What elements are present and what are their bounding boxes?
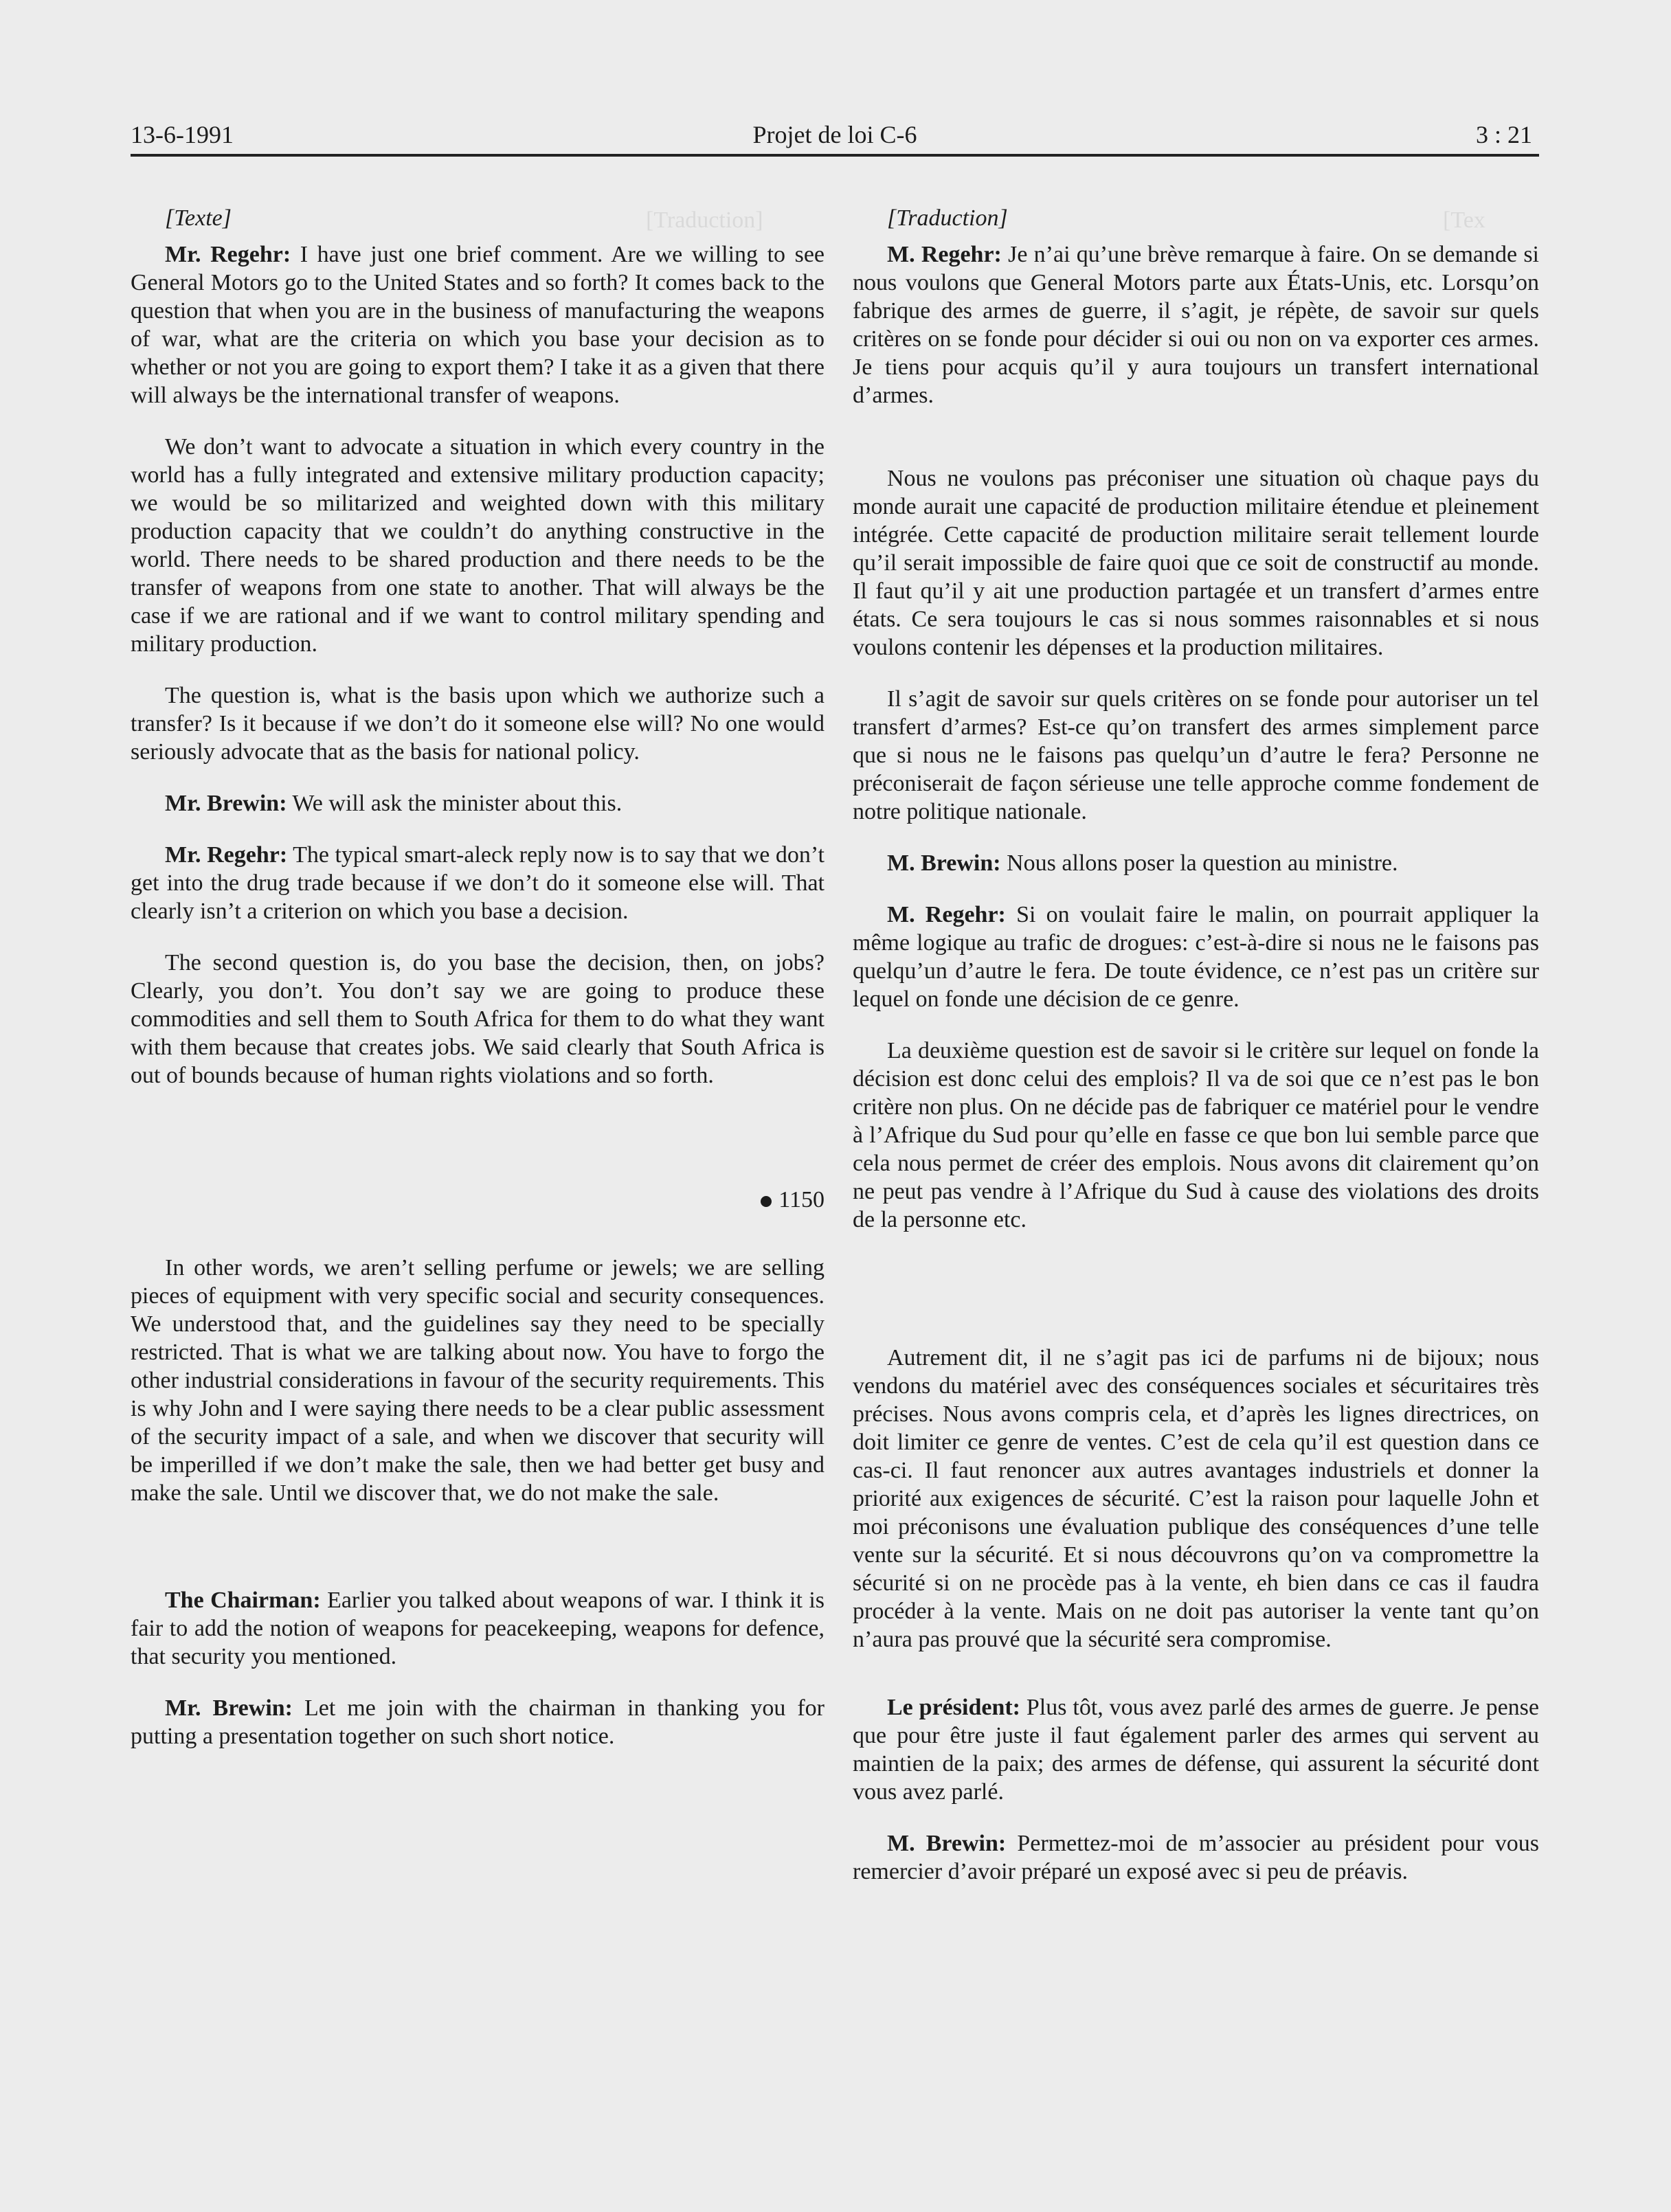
paragraph	[131, 681, 825, 766]
speaker: M. Brewin:	[887, 850, 1001, 876]
paragraph	[853, 901, 1539, 1013]
bullet-dot-icon	[761, 1196, 772, 1207]
paragraph	[853, 685, 1539, 826]
paragraph-text: Nous allons poser la question au ministre.	[1000, 850, 1398, 876]
paragraph	[131, 789, 825, 817]
time-marker	[131, 1186, 825, 1214]
bleed-through-right: [Tex	[1443, 207, 1485, 233]
bleed-through-left: [Traduction]	[646, 207, 763, 233]
paragraph-text: The question is, what is the basis upon which we authorize such a transfer? Is it because if we don’t do it someone else will? No one would seriously advocate that as the basis for national policy.	[131, 683, 825, 765]
paragraph-text: We will ask the minister about this.	[287, 791, 623, 816]
french-column	[853, 204, 1539, 1886]
paragraph	[853, 464, 1539, 662]
time-marker-text: 1150	[778, 1187, 825, 1212]
paragraph	[131, 240, 825, 409]
header-title: Projet de loi C-6	[752, 121, 917, 148]
speaker: M. Regehr:	[887, 902, 1006, 927]
paragraph	[131, 1694, 825, 1750]
paragraph	[131, 1586, 825, 1671]
paragraph-text: Permettez-moi de m’associer au président pour vous remercier d’avoir préparé un exposé avec si peu de préavis.	[853, 1831, 1539, 1884]
speaker: Mr. Regehr:	[165, 242, 291, 267]
paragraph	[853, 1344, 1539, 1654]
paragraph-text: I have just one brief comment. Are we willing to see General Motors go to the United States and so forth? It comes back to the question that when you are in the business of manufacturing the weapons of war, what are the criteria on which you base your decision as to whether or not you are going to export them? I take it as a given that there will always be the international transfer of weapons.	[131, 242, 825, 408]
paragraph	[131, 841, 825, 925]
english-column	[131, 204, 825, 1750]
paragraph-text: Plus tôt, vous avez parlé des armes de guerre. Je pense que pour être juste il faut également parler des armes qui servent au maintien de la paix; des armes de défense, qui assurent la sécurité dont vous avez parlé.	[853, 1695, 1540, 1805]
paragraph	[853, 1829, 1539, 1886]
speaker: Mr. Brewin:	[165, 1695, 293, 1721]
column-label: [Texte]	[165, 205, 232, 231]
paragraph-text: La deuxième question est de savoir si le critère sur lequel on fonde la décision est donc celui des emplois? Il va de soi que ce n’est pas le bon critère non plus. On ne décide pas de fabriquer ce matériel pour le vendre à l’Afrique du Sud pour qu’elle en fasse ce que bon lui semble parce que cela nous permet de créer des emplois. Nous avons dit clairement qu’on ne peut pas vendre à l’Afrique du Sud à cause des violations des droits de la personne etc.	[853, 1038, 1539, 1232]
paragraph	[853, 1037, 1539, 1234]
running-header	[131, 118, 1539, 157]
speaker: M. Regehr:	[887, 242, 1002, 267]
speaker: Le président:	[887, 1695, 1020, 1720]
paragraph-text: Si on voulait faire le malin, on pourrait appliquer la même logique au trafic de drogues: c’est-à-dire si nous ne le faisons pas quelqu’un d’autre le fera. De toute évidence, ce n’est pas un critère sur lequel on fonde une décision de ce genre.	[853, 902, 1539, 1012]
paragraph	[131, 433, 825, 658]
paragraph-text: In other words, we aren’t selling perfume or jewels; we are selling pieces of equipment with very specific social and security consequences. We understood that, and the guidelines say they need to be specially restricted. That is what we are talking about now. You have to forgo the other industrial considerations in favour of the security requirements. This is why John and I were saying there needs to be a clear public assessment of the security impact of a sale, and when we discover that security will be imperilled if we don’t make the sale, then we had better get busy and make the sale. Until we discover that, we do not make the sale.	[131, 1255, 825, 1506]
paragraph-text: The second question is, do you base the decision, then, on jobs? Clearly, you don’t. You don’t say we are going to produce these commodities and sell them to South Africa for them to do what they want with them because that creates jobs. We said clearly that South Africa is out of bounds because of human rights violations and so forth.	[131, 950, 825, 1088]
paragraph	[853, 240, 1539, 409]
paragraph-text: Nous ne voulons pas préconiser une situation où chaque pays du monde aurait une capacité de production militaire étendue et pleinement intégrée. Cette capacité de production militaire serait tellement lourde qu’il serait impossible de faire quoi que ce soit de constructif au monde. Il faut qu’il y ait une production partagée et un transfert d’armes entre états. Ce sera toujours le cas si nous sommes raisonnables et si nous voulons contenir les dépenses et la production militaires.	[853, 466, 1539, 660]
paragraph-text: Autrement dit, il ne s’agit pas ici de parfums ni de bijoux; nous vendons du matériel avec des conséquences sociales et sécuritaires très précises. Nous avons compris cela, et d’après les lignes directrices, on doit limiter ce genre de ventes. C’est de cela qu’il est question dans ce cas-ci. Il faut renoncer aux autres avantages industriels et donner la priorité aux exigences de sécurité. C’est la raison pour laquelle John et moi préconisons une évaluation publique des conséquences d’une telle vente sur la sécurité. Et si nous découvrons qu’on va compromettre la sécurité si on ne procède pas à la vente, eh bien dans ce cas il faudra procéder à la vente. Mais on ne doit pas autoriser la vente tant qu’on n’aura pas prouvé que la sécurité sera compromise.	[853, 1345, 1539, 1652]
header-page-number: 3 : 21	[1475, 121, 1532, 148]
paragraph-text: Il s’agit de savoir sur quels critères on se fonde pour autoriser un tel transfert d’armes? Est-ce qu’on transfert des armes simplement parce que si nous ne le faisons pas quelqu’un d’autre le fera? Personne ne préconiserait de façon sérieuse une telle approche comme fondement de notre politique nationale.	[853, 686, 1539, 824]
paragraph	[853, 1693, 1539, 1806]
speaker: Mr. Brewin:	[165, 791, 287, 816]
speaker: Mr. Regehr:	[165, 842, 288, 868]
paragraph	[853, 849, 1539, 877]
paragraph	[131, 949, 825, 1090]
paragraph	[131, 1254, 825, 1507]
speaker: M. Brewin:	[887, 1831, 1007, 1856]
paragraph-text: The typical smart-aleck reply now is to say that we don’t get into the drug trade because if we don’t do it someone else will. That clearly isn’t a criterion on which you base a decision.	[131, 842, 825, 924]
paragraph-text: Je n’ai qu’une brève remarque à faire. On se demande si nous voulons que General Motors parte aux États-Unis, etc. Lorsqu’on fabrique des armes de guerre, il s’agit, je répète, de savoir sur quels critères on se fonde pour décider si oui ou non on va exporter ces armes. Je tiens pour acquis qu’il y aura toujours un transfert international d’armes.	[853, 242, 1539, 408]
paragraph-text: Earlier you talked about weapons of war. I think it is fair to add the notion of weapons for peacekeeping, weapons for defence, that security you mentioned.	[131, 1588, 825, 1669]
paragraph-text: We don’t want to advocate a situation in which every country in the world has a fully integrated and extensive military production capacity; we would be so militarized and weighted down with this military production capacity that we couldn’t do anything constructive in the world. There needs to be shared production and there needs to be the transfer of weapons from one state to another. That will always be the case if we are rational and if we want to control military spending and military production.	[131, 434, 825, 657]
header-date: 13-6-1991	[131, 121, 234, 148]
speaker: The Chairman:	[165, 1588, 321, 1613]
paragraph-text: Let me join with the chairman in thanking you for putting a presentation together on such short notice.	[131, 1695, 825, 1749]
column-label: [Traduction]	[887, 205, 1008, 231]
